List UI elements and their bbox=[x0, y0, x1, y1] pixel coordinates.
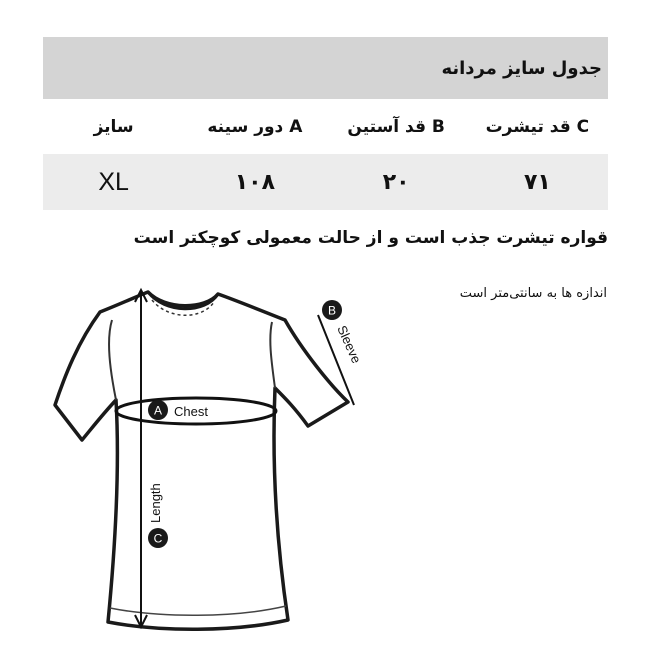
fit-note: قواره تیشرت جذب است و از حالت معمولی کوچکتر است bbox=[133, 228, 608, 248]
header-cell-chest bbox=[184, 100, 325, 154]
header-label: سایز bbox=[93, 117, 134, 137]
sleeve-label: Sleeve bbox=[334, 323, 365, 366]
value-cell-chest: ۱۰۸ bbox=[234, 169, 276, 195]
tshirt-outline-icon bbox=[55, 292, 348, 629]
value-cell-sleeve: ۲۰ bbox=[382, 169, 410, 195]
chest-label: Chest bbox=[174, 404, 208, 419]
header-cell-size bbox=[43, 100, 184, 154]
size-table-header-row bbox=[43, 100, 608, 154]
value-cell-size: XL bbox=[98, 167, 129, 196]
marker-b-letter: B bbox=[327, 303, 337, 318]
header-cell-sleeve bbox=[326, 100, 467, 154]
header-label: قد آستین bbox=[347, 117, 426, 137]
value-cell-length: ۷۱ bbox=[523, 169, 551, 195]
header-label: قد تیشرت bbox=[485, 117, 571, 137]
size-table-title: جدول سایز مردانه bbox=[441, 57, 602, 79]
length-label: Length bbox=[148, 483, 163, 523]
header-code: A bbox=[289, 117, 303, 137]
header-code: B bbox=[431, 117, 445, 137]
marker-a-letter: A bbox=[153, 403, 163, 418]
header-cell-length bbox=[467, 100, 608, 154]
header-label: دور سینه bbox=[207, 117, 284, 137]
marker-c-letter: C bbox=[153, 531, 163, 546]
units-note: اندازه ها به سانتی‌متر است bbox=[459, 286, 607, 301]
size-table-title-bar bbox=[43, 37, 608, 99]
size-table-value-row bbox=[43, 154, 608, 210]
tshirt-measurement-diagram bbox=[40, 280, 370, 650]
header-code: C bbox=[576, 117, 590, 137]
